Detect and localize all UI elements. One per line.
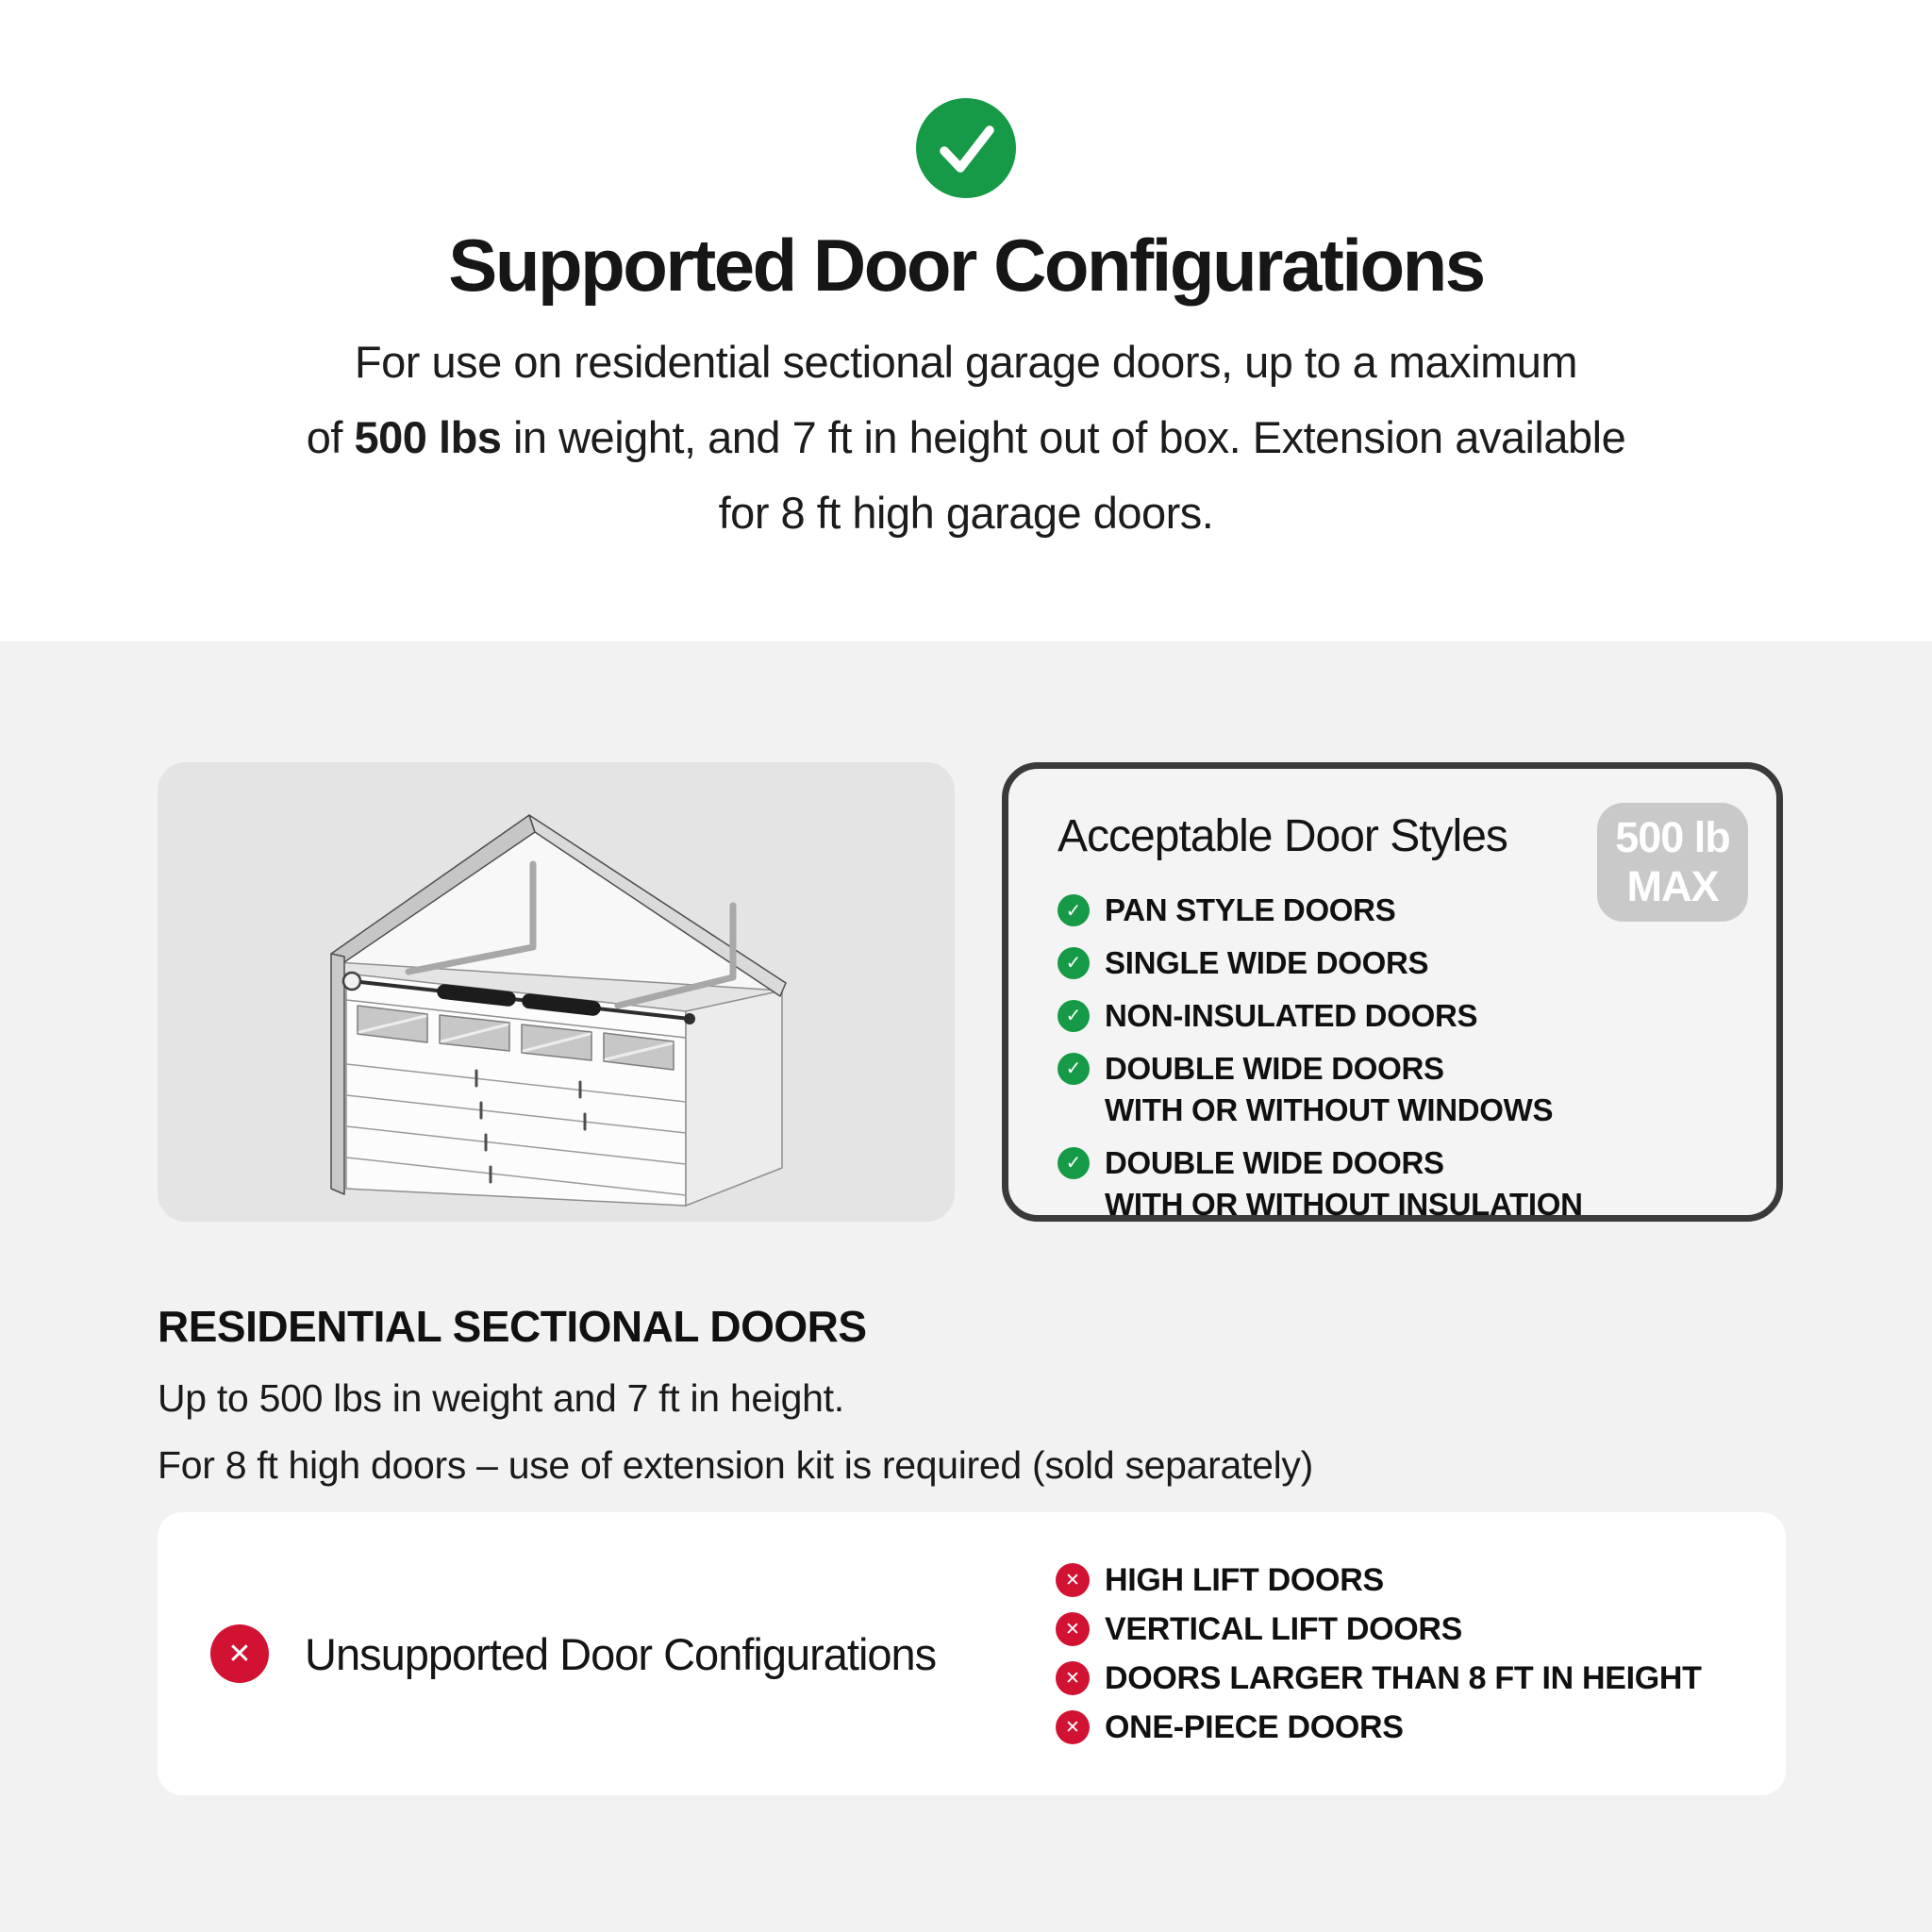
residential-section bbox=[158, 1301, 1783, 1488]
unsupported-title: Unsupported Door Configurations bbox=[305, 1628, 937, 1679]
list-item: ✓ NON-INSULATED DOORS bbox=[1058, 998, 1742, 1035]
check-icon: ✓ bbox=[1058, 1053, 1090, 1085]
intro-paragraph bbox=[0, 325, 1932, 551]
badge-line-2: MAX bbox=[1626, 862, 1719, 910]
unsupported-header bbox=[210, 1624, 1056, 1683]
check-icon: ✓ bbox=[1058, 1000, 1090, 1032]
garage-interior-illustration bbox=[158, 762, 955, 1222]
check-circle-icon bbox=[914, 96, 1018, 200]
intro-line-2: of 500 lbs in weight, and 7 ft in height out of box. Extension available bbox=[306, 412, 1626, 462]
badge-line-1: 500 lb bbox=[1615, 812, 1730, 861]
weight-max-badge bbox=[1597, 803, 1748, 922]
list-item: ✓ SINGLE WIDE DOORS bbox=[1058, 945, 1742, 982]
acceptable-door-styles-panel bbox=[1002, 762, 1783, 1222]
list-item: ✕ ONE-PIECE DOORS bbox=[1056, 1709, 1702, 1746]
x-icon: ✕ bbox=[1056, 1710, 1090, 1744]
x-icon: ✕ bbox=[1056, 1661, 1090, 1695]
intro-line-3: for 8 ft high garage doors. bbox=[718, 488, 1214, 538]
residential-heading: RESIDENTIAL SECTIONAL DOORS bbox=[158, 1302, 867, 1351]
intro-line-1: For use on residential sectional garage doors, up to a maximum bbox=[354, 337, 1578, 387]
x-icon: ✕ bbox=[1056, 1612, 1090, 1646]
list-item: ✓ DOUBLE WIDE DOORS WITH OR WITHOUT INSULATION bbox=[1058, 1145, 1742, 1224]
page-title: Supported Door Configurations bbox=[448, 224, 1484, 307]
acceptable-list bbox=[1058, 892, 1742, 1224]
x-circle-icon: ✕ bbox=[210, 1624, 269, 1683]
intro-bold-weight: 500 lbs bbox=[354, 412, 502, 462]
cards-row bbox=[158, 762, 1783, 1222]
check-icon: ✓ bbox=[1058, 1147, 1090, 1179]
list-item: ✓ PAN STYLE DOORS bbox=[1058, 892, 1742, 929]
x-icon: ✕ bbox=[1056, 1563, 1090, 1597]
list-item: ✓ DOUBLE WIDE DOORS WITH OR WITHOUT WINDOWS bbox=[1058, 1051, 1742, 1129]
list-item-subtext: WITH OR WITHOUT WINDOWS bbox=[1105, 1091, 1554, 1127]
check-icon: ✓ bbox=[1058, 947, 1090, 979]
hero-section bbox=[0, 0, 1932, 641]
unsupported-card bbox=[158, 1512, 1786, 1795]
content-section bbox=[0, 641, 1932, 1932]
list-item: ✕ VERTICAL LIFT DOORS bbox=[1056, 1611, 1702, 1648]
residential-line-1: Up to 500 lbs in weight and 7 ft in height. bbox=[158, 1376, 844, 1420]
residential-line-2: For 8 ft high doors – use of extension kit is required (sold separately) bbox=[158, 1443, 1313, 1487]
garage-illustration-card bbox=[158, 762, 955, 1222]
acceptable-panel-title: Acceptable Door Styles bbox=[1058, 811, 1507, 861]
check-icon: ✓ bbox=[1058, 894, 1090, 926]
list-item: ✕ HIGH LIFT DOORS bbox=[1056, 1562, 1702, 1599]
list-item-subtext: WITH OR WITHOUT INSULATION bbox=[1105, 1186, 1583, 1222]
unsupported-list bbox=[1056, 1562, 1702, 1746]
list-item: ✕ DOORS LARGER THAN 8 FT IN HEIGHT bbox=[1056, 1660, 1702, 1697]
